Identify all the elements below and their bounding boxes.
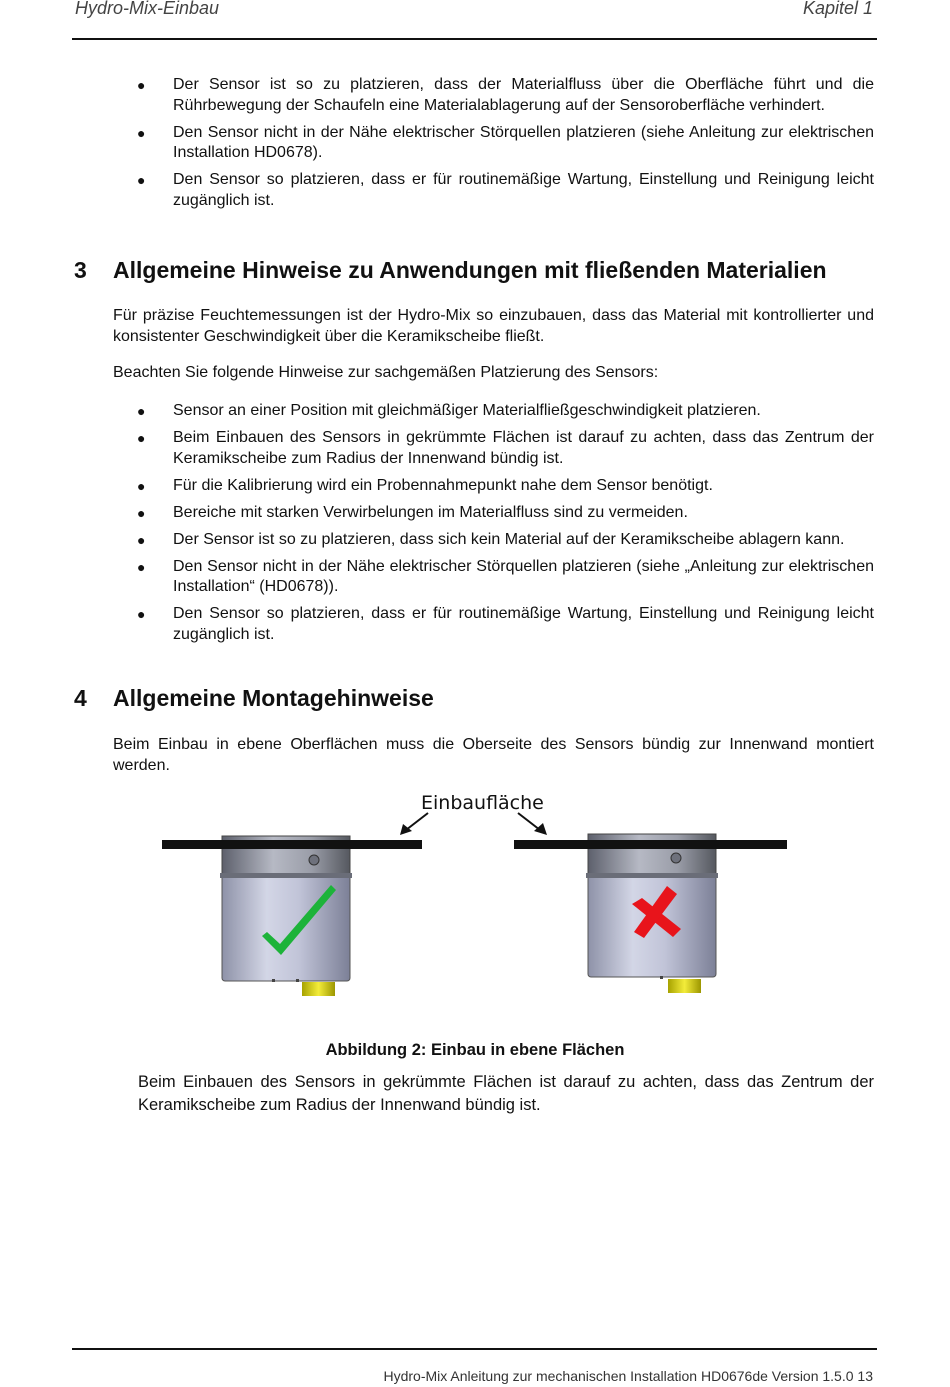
list-item: ● Den Sensor nicht in der Nähe elektrischer Störquellen platzieren (siehe „Anleitung zur elektrischen Installation“ (HD0678)).	[137, 557, 874, 595]
installation-diagram	[160, 786, 790, 1016]
arrow-right-icon	[518, 813, 547, 835]
list-item: ● Bereiche mit starken Verwirbelungen im Materialfluss sind zu vermeiden.	[0, 503, 950, 524]
list-item: ● Der Sensor ist so zu platzieren, dass sich kein Material auf der Keramikscheibe ablagern kann.	[0, 530, 950, 551]
header-chapter: Kapitel 1	[802, 0, 873, 18]
sensor-correct-illustration	[220, 836, 352, 996]
bullet-icon: ●	[137, 606, 146, 622]
top-bullet-list	[0, 75, 950, 218]
bullet-icon: ●	[137, 124, 146, 141]
bullet-icon: ●	[137, 430, 146, 446]
list-item: ● Der Sensor ist so zu platzieren, dass der Materialfluss über die Oberfläche führt und die Rührbewegung der Schaufeln eine Materialablagerung auf der Sensoroberfläche verhindert.	[137, 76, 874, 114]
bullet-icon: ●	[137, 477, 146, 494]
page-header	[72, 0, 877, 40]
section-3-lead: Beachten Sie folgende Hinweise zur sachgemäßen Platzierung des Sensors:	[113, 364, 659, 381]
figure-caption: Abbildung 2: Einbau in ebene Flächen	[325, 1041, 625, 1059]
list-item: ● Den Sensor nicht in der Nähe elektrischer Störquellen platzieren (siehe Anleitung zur elektrischen Installation HD0678).	[137, 123, 874, 161]
section-4-heading: 4 Allgemeine Montagehinweise	[74, 685, 434, 711]
bullet-icon: ●	[137, 531, 146, 548]
after-figure-paragraph: Beim Einbauen des Sensors in gekrümmte Flächen ist darauf zu achten, dass das Zentrum der Keramikscheibe zum Radius der Innenwand bündig ist.	[138, 1073, 874, 1114]
figure-label: Einbaufläche	[421, 792, 544, 814]
mounting-surface-left	[162, 840, 422, 849]
mounting-surface-right	[514, 840, 787, 849]
section-4-intro: Beim Einbau in ebene Oberflächen muss die Oberseite des Sensors bündig zur Innenwand montiert werden.	[113, 736, 874, 774]
bullet-icon: ●	[137, 504, 146, 521]
bullet-icon: ●	[137, 77, 146, 93]
arrow-left-icon	[400, 813, 428, 835]
header-title: Hydro-Mix-Einbau	[75, 0, 220, 18]
bullet-icon: ●	[137, 172, 146, 188]
installation-figure	[160, 786, 790, 1016]
list-item: ● Den Sensor so platzieren, dass er für routinemäßige Wartung, Einstellung und Reinigung leicht zugänglich ist.	[137, 171, 874, 209]
list-item: ● Für die Kalibrierung wird ein Probennahmepunkt nahe dem Sensor benötigt.	[0, 476, 950, 497]
list-item: ● Sensor an einer Position mit gleichmäßiger Materialfließgeschwindigkeit platzieren.	[0, 401, 950, 422]
list-item: ● Beim Einbauen des Sensors in gekrümmte Flächen ist darauf zu achten, dass das Zentrum der Keramikscheibe zum Radius der Innenwand bündig ist.	[137, 429, 874, 467]
list-item: ● Den Sensor so platzieren, dass er für routinemäßige Wartung, Einstellung und Reinigung leicht zugänglich ist.	[137, 605, 874, 643]
footer-text: Hydro-Mix Anleitung zur mechanischen Installation HD0676de Version 1.5.0 13	[383, 1368, 873, 1384]
page-footer	[72, 1348, 877, 1384]
bullet-icon: ●	[137, 558, 146, 575]
section-3-intro: Für präzise Feuchtemessungen ist der Hydro-Mix so einzubauen, dass das Material mit kontrollierter und konsistenter Geschwindigkeit über die Keramikscheibe fließt.	[113, 307, 874, 345]
section-3-heading: 3 Allgemeine Hinweise zu Anwendungen mit fließenden Materialien	[74, 257, 827, 283]
bullet-icon: ●	[137, 403, 146, 419]
section-3-bullet-list	[0, 401, 950, 652]
